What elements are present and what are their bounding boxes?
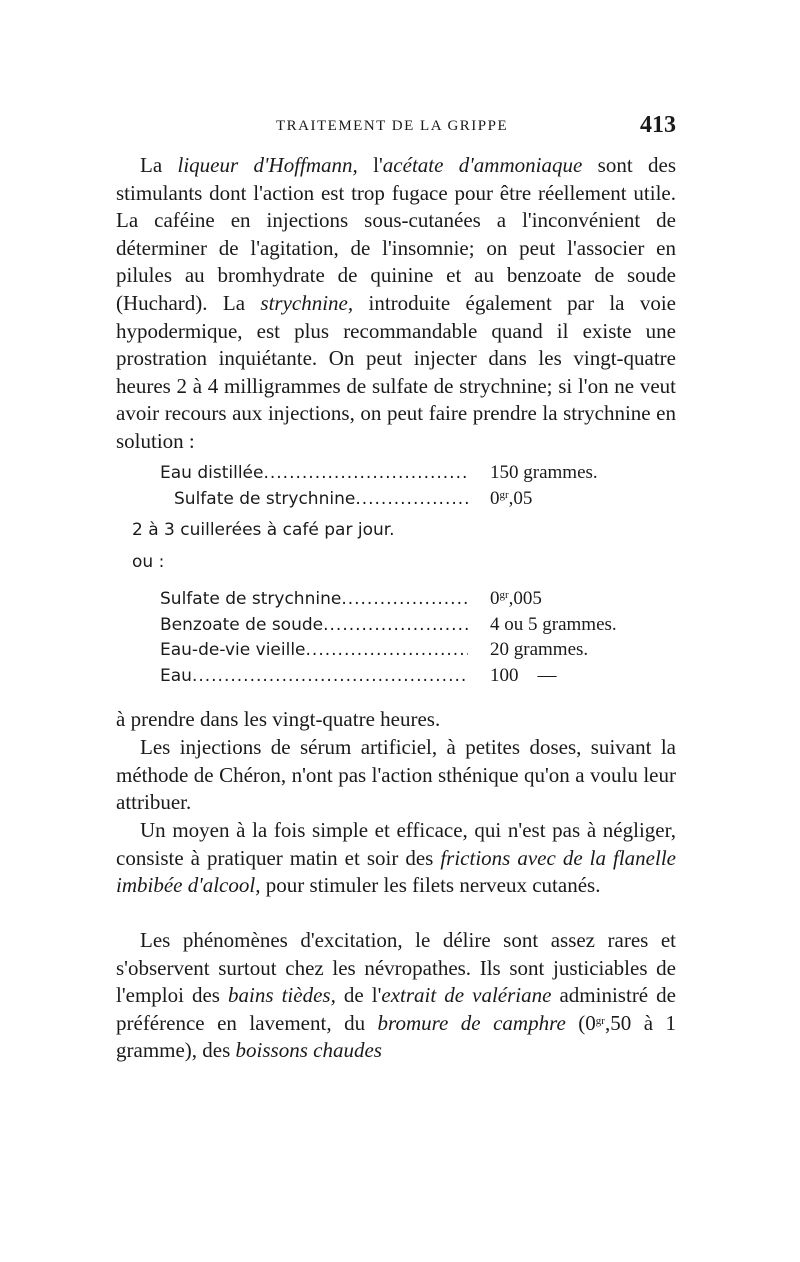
ingredient-name: Eau distillée xyxy=(160,463,264,483)
italic-run: boissons chaudes xyxy=(235,1038,382,1063)
dosage-note: 2 à 3 cuillerées à café par jour. xyxy=(132,520,395,540)
qty-rest: ,005 xyxy=(508,588,542,609)
text-run: ,50 à 1 gramme), des xyxy=(116,1010,677,1063)
ingredient-quantity: 100 — xyxy=(490,664,557,686)
leader-dots xyxy=(341,587,468,613)
ingredient-quantity xyxy=(490,486,680,512)
text-run: sont des stimulants dont l'action est trop fugace pour être réellement utile. La caféine en injections sous-cutanées a l'inconvénient de déterminer de l'agitation, de l'insomnie; on peut l'associer en pilules au bromhydrate de quinine et au benzoate de soude (Huchard). La xyxy=(116,153,677,315)
formula-solution xyxy=(160,460,680,511)
qty-main: 0 xyxy=(490,487,500,509)
formula-row xyxy=(160,586,680,612)
running-head xyxy=(116,112,676,144)
text-run: Un moyen à la fois simple et efficace, qui n'est pas à négliger, consiste à pratiquer matin et soir des xyxy=(116,818,676,870)
italic-run: bromure de camphre xyxy=(377,1010,566,1035)
text-run: pour stimuler les filets nerveux cutanés. xyxy=(260,873,601,898)
paragraph-frictions xyxy=(116,817,676,900)
leader-dots xyxy=(323,613,468,639)
text-run: La xyxy=(140,153,178,177)
ingredient-name: Eau-de-vie vieille xyxy=(160,640,306,660)
italic-run: frictions avec de la flanelle imbibée d'alcool, xyxy=(116,845,676,898)
qty-rest: ,05 xyxy=(508,487,533,509)
text-run: administré de préférence en lavement, du xyxy=(116,983,677,1035)
ingredient-quantity: 20 grammes. xyxy=(490,639,589,660)
italic-run: bains tièdes, xyxy=(228,983,336,1008)
ingredient-quantity xyxy=(490,586,680,612)
italic-run: extrait de valériane xyxy=(381,983,552,1008)
ingredient-name: Sulfate de strychnine xyxy=(174,488,356,509)
text-run: introduite également par la voie hypodermique, est plus recommandable quand il existe une prostration inquiétante. On peut injecter dans les vingt-quatre heures 2 à 4 milligrammes de sulfate de strychnine; si l'on ne veut avoir recours aux injections, on peut faire prendre la strychnine en solution : xyxy=(116,290,676,453)
formula-row xyxy=(160,486,680,512)
paragraph-excitation xyxy=(116,927,676,1065)
formula-row xyxy=(160,612,680,638)
ingredient-name: Sulfate de strychnine xyxy=(160,589,342,609)
leader-dots xyxy=(306,638,468,664)
or-label: ou : xyxy=(132,552,165,572)
ingredient-quantity: 150 grammes. xyxy=(490,462,598,483)
text-run: de l' xyxy=(335,983,382,1008)
qty-unit-sup: gr xyxy=(499,488,509,501)
text-run: l' xyxy=(357,153,383,177)
page-number: 413 xyxy=(640,112,676,138)
formula-row xyxy=(160,637,680,663)
leader-dots xyxy=(355,487,468,513)
unit-sup: gr xyxy=(595,1014,605,1027)
italic-run: strychnine, xyxy=(260,290,354,315)
ingredient-name: Eau xyxy=(160,665,192,686)
leader-dots xyxy=(263,461,468,487)
ingredient-name: Benzoate de soude xyxy=(160,614,324,635)
ingredient-quantity: 4 ou 5 grammes. xyxy=(490,613,617,635)
paragraph-serum: Les injections de sérum artificiel, à petites doses, suivant la méthode de Chéron, n'ont pas l'action sthénique qu'on a voulu leur attribuer. xyxy=(116,735,676,815)
leader-dots xyxy=(192,664,468,690)
formula-potion xyxy=(160,586,680,688)
qty-main: 0 xyxy=(490,588,500,609)
paragraph-stimulants xyxy=(116,152,676,456)
text-run: (0 xyxy=(565,1010,596,1035)
italic-run: liqueur d'Hoffmann, xyxy=(177,153,358,177)
paragraph-dosage-end: à prendre dans les vingt-quatre heures. xyxy=(116,707,441,731)
formula-row xyxy=(160,460,680,486)
italic-run: acétate d'ammoniaque xyxy=(382,153,583,177)
running-title: TRAITEMENT DE LA GRIPPE xyxy=(276,118,509,134)
formula-row xyxy=(160,663,680,689)
qty-unit-sup: gr xyxy=(499,589,509,601)
text-run: Les phénomènes d'excitation, le délire sont assez rares et s'observent surtout chez les névropathes. Ils sont justiciables de l'emploi des xyxy=(116,928,676,1008)
